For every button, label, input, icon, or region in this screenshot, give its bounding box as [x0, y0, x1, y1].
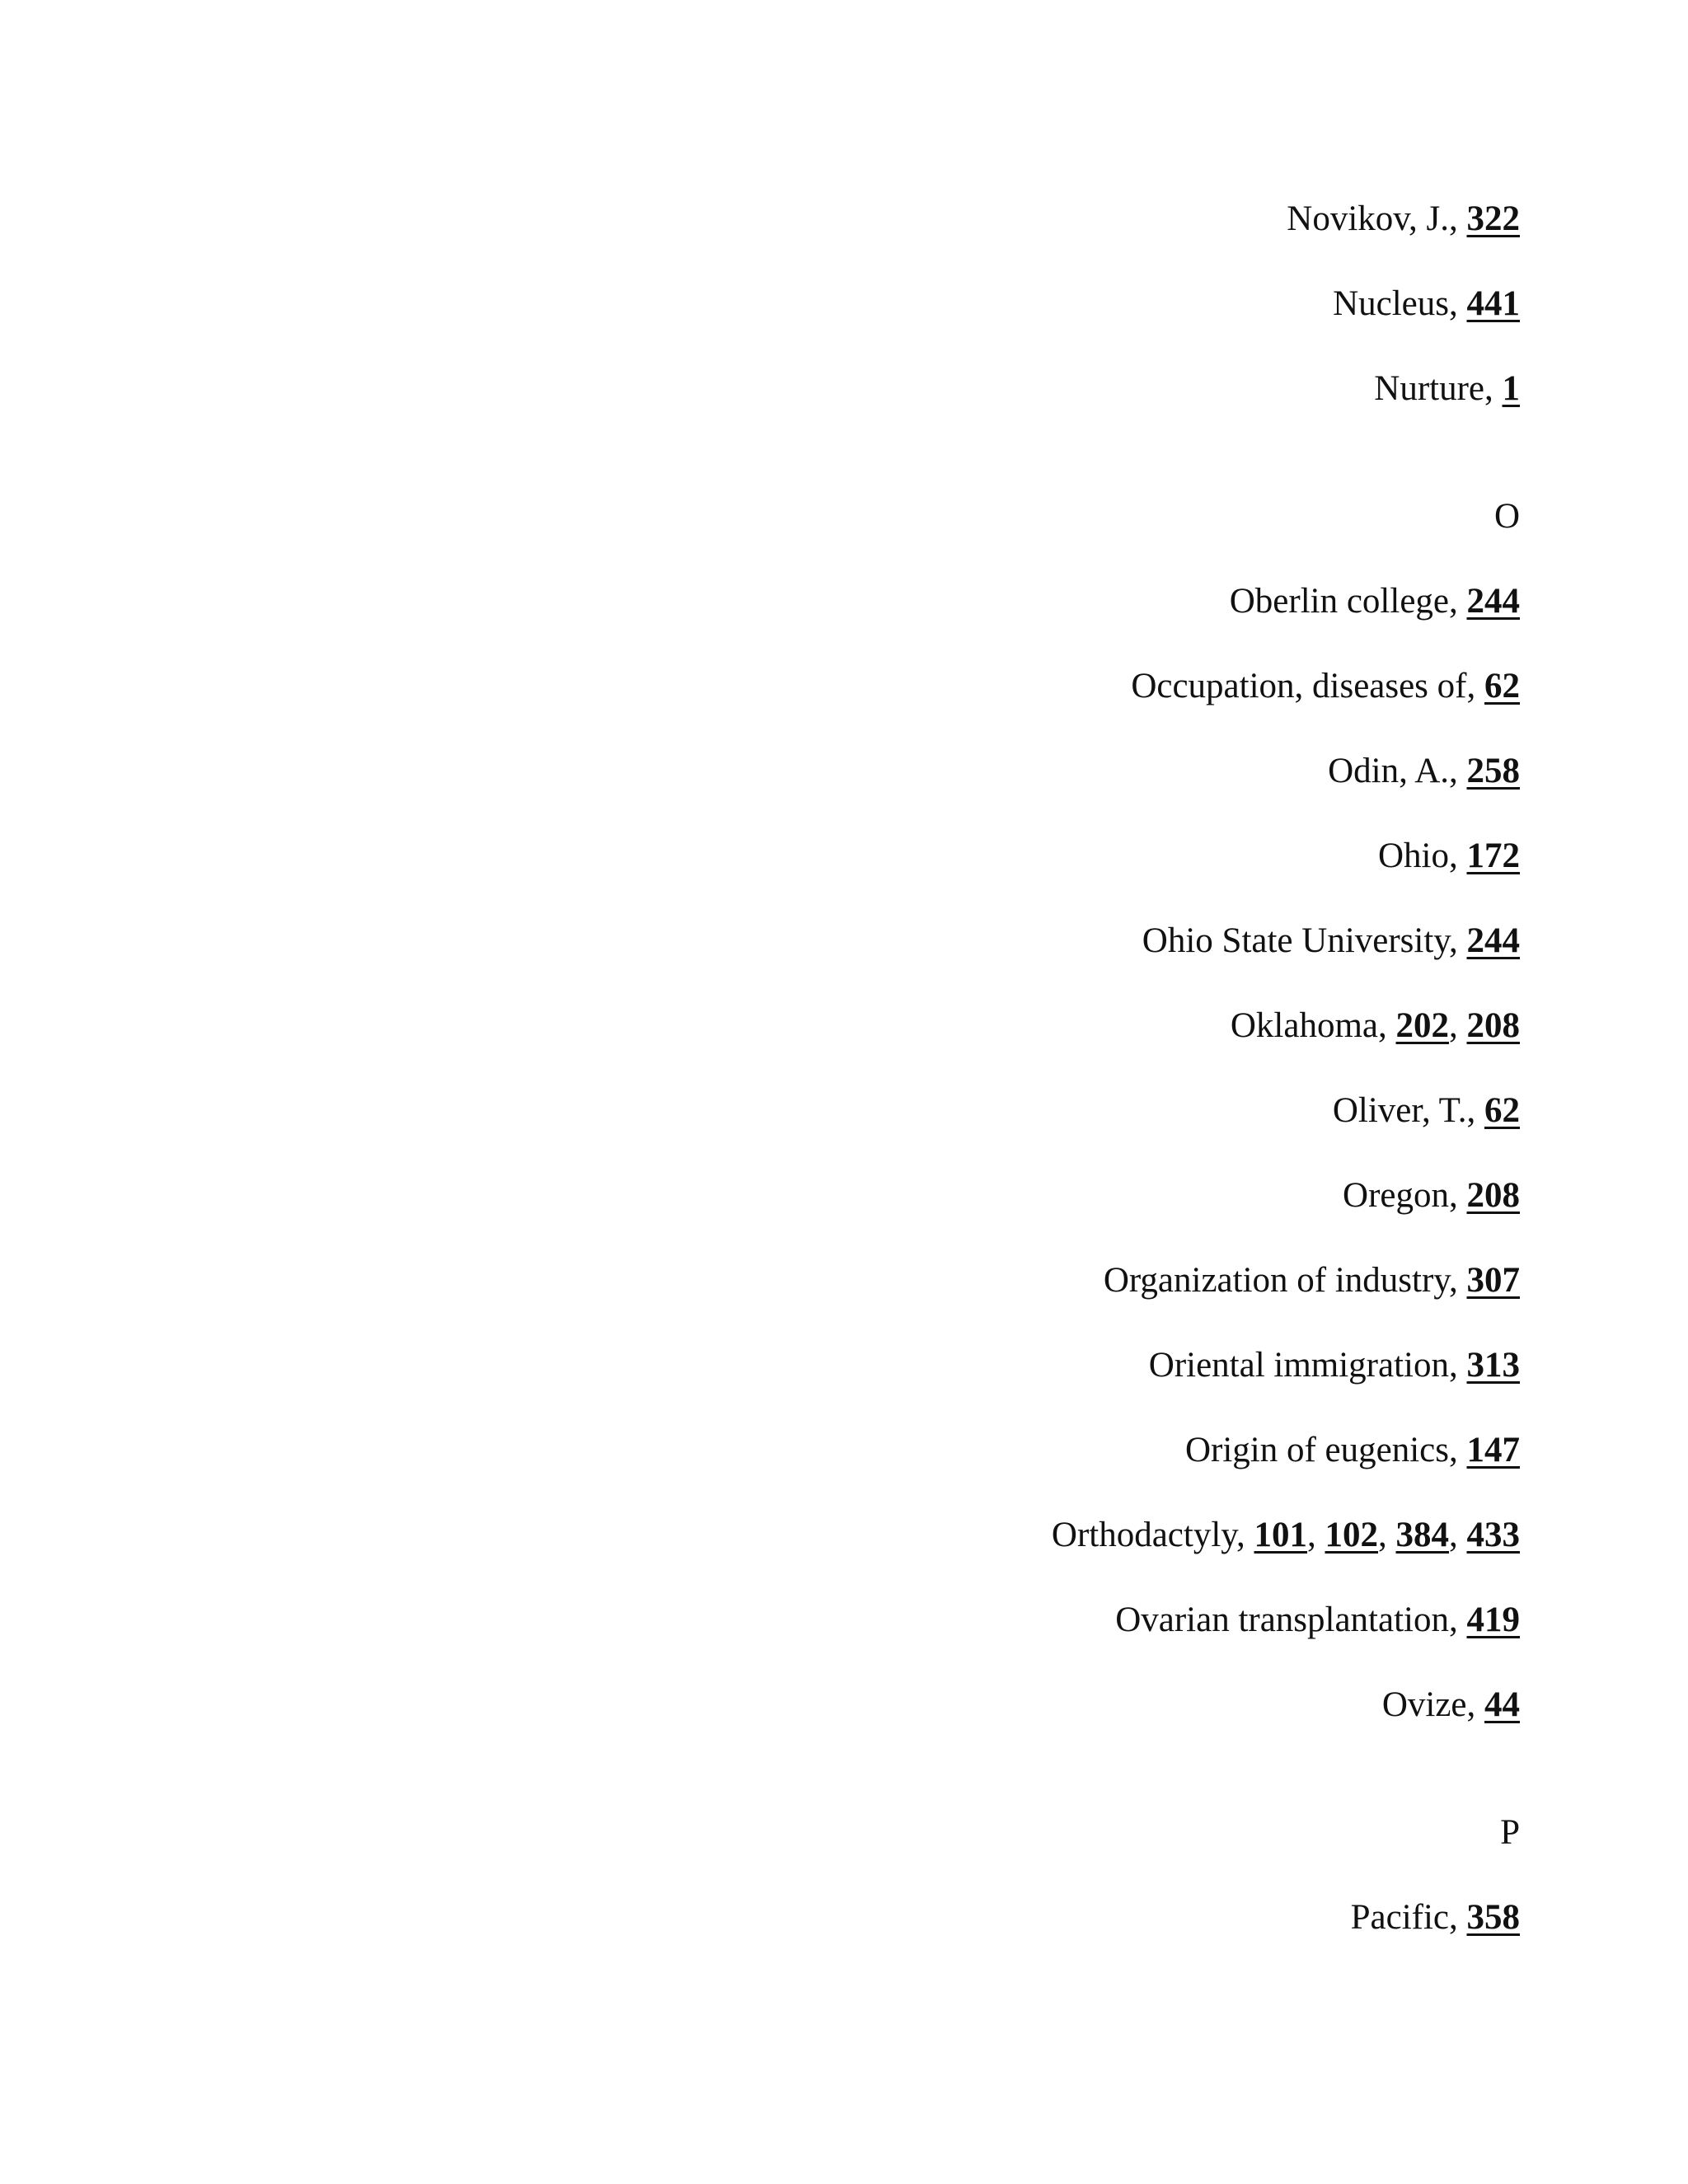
- separator: ,: [1466, 667, 1484, 705]
- index-term: Ohio State University: [1142, 921, 1449, 960]
- separator: ,: [1466, 1685, 1484, 1724]
- page-reference-link[interactable]: 322: [1466, 199, 1520, 238]
- index-entry: [1328, 747, 1520, 832]
- page-reference-link[interactable]: 384: [1395, 1516, 1449, 1554]
- index-term: Nurture: [1374, 369, 1484, 408]
- separator: ,: [1307, 1516, 1325, 1554]
- separator: ,: [1449, 1346, 1467, 1385]
- index-entry: [1115, 1596, 1520, 1680]
- page-reference-link[interactable]: 208: [1466, 1006, 1520, 1045]
- separator: ,: [1449, 1431, 1467, 1469]
- page-reference-link[interactable]: 358: [1466, 1898, 1520, 1937]
- page-reference-link[interactable]: 101: [1254, 1516, 1307, 1554]
- index-entry: [1287, 194, 1520, 279]
- page-reference-link[interactable]: 313: [1466, 1346, 1520, 1385]
- index-column: [531, 194, 1520, 1978]
- page-reference-link[interactable]: 147: [1466, 1431, 1520, 1469]
- separator: ,: [1449, 921, 1467, 960]
- index-entry: [1333, 279, 1520, 364]
- index-term: Pacific: [1350, 1898, 1449, 1937]
- page-reference-link[interactable]: 258: [1466, 752, 1520, 790]
- index-letter-heading: P: [1500, 1813, 1520, 1852]
- index-term: Nucleus: [1333, 284, 1449, 323]
- index-entry: [1343, 1171, 1520, 1256]
- index-entry: [1382, 1680, 1520, 1765]
- index-term: Occupation, diseases of: [1131, 667, 1467, 705]
- page-reference-link[interactable]: 202: [1395, 1006, 1449, 1045]
- index-entry: [1142, 916, 1520, 1001]
- index-entry: [1230, 577, 1520, 662]
- index-term: Novikov, J.: [1287, 199, 1449, 238]
- separator: ,: [1449, 284, 1467, 323]
- index-entry: [1131, 662, 1520, 747]
- index-term: Oregon: [1343, 1176, 1449, 1215]
- index-entry: [1333, 1086, 1520, 1171]
- index-term: Oliver, T.: [1332, 1091, 1467, 1130]
- index-term: Origin of eugenics: [1184, 1431, 1449, 1469]
- index-entry: [1185, 1426, 1520, 1511]
- index-term: Oriental immigration: [1148, 1346, 1449, 1385]
- index-term: Ohio: [1378, 837, 1449, 875]
- separator: ,: [1449, 1261, 1467, 1300]
- separator: ,: [1449, 1516, 1467, 1554]
- page-reference-link[interactable]: 307: [1466, 1261, 1520, 1300]
- page-reference-link[interactable]: 44: [1484, 1685, 1520, 1724]
- index-term: Orthodactyly: [1051, 1516, 1236, 1554]
- page-reference-link[interactable]: 244: [1466, 921, 1520, 960]
- index-term: Organization of industry: [1103, 1261, 1449, 1300]
- index-entry: [1231, 1001, 1520, 1086]
- separator: ,: [1449, 1898, 1467, 1937]
- page-reference-link[interactable]: 441: [1466, 284, 1520, 323]
- page-reference-link[interactable]: 102: [1325, 1516, 1378, 1554]
- index-entry: [1149, 1341, 1520, 1426]
- index-term: Oberlin college: [1229, 582, 1449, 621]
- page-reference-link[interactable]: 419: [1466, 1601, 1520, 1639]
- separator: ,: [1449, 837, 1467, 875]
- index-entry: [1378, 832, 1520, 916]
- separator: ,: [1449, 1601, 1467, 1639]
- index-entry: [1104, 1256, 1520, 1341]
- index-entry: [1374, 364, 1520, 449]
- page-reference-link[interactable]: 1: [1502, 369, 1520, 408]
- index-entry: [1351, 1893, 1520, 1978]
- separator: ,: [1466, 1091, 1484, 1130]
- separator: ,: [1449, 1006, 1467, 1045]
- page-reference-link[interactable]: 433: [1466, 1516, 1520, 1554]
- index-term: Oklahoma: [1230, 1006, 1378, 1045]
- separator: ,: [1449, 582, 1467, 621]
- index-term: Ovize: [1381, 1685, 1467, 1724]
- page-reference-link[interactable]: 244: [1466, 582, 1520, 621]
- separator: ,: [1449, 752, 1467, 790]
- separator: ,: [1378, 1516, 1396, 1554]
- page-reference-link[interactable]: 172: [1466, 837, 1520, 875]
- separator: ,: [1236, 1516, 1254, 1554]
- page-reference-link[interactable]: 208: [1466, 1176, 1520, 1215]
- separator: ,: [1484, 369, 1503, 408]
- index-term: Ovarian transplantation: [1115, 1601, 1449, 1639]
- page-reference-link[interactable]: 62: [1484, 1091, 1520, 1130]
- page-reference-link[interactable]: 62: [1484, 667, 1520, 705]
- index-letter-heading: O: [1493, 497, 1520, 536]
- index-term: Odin, A.: [1328, 752, 1449, 790]
- separator: ,: [1449, 199, 1467, 238]
- separator: ,: [1449, 1176, 1467, 1215]
- index-entry: [1052, 1511, 1520, 1596]
- separator: ,: [1378, 1006, 1396, 1045]
